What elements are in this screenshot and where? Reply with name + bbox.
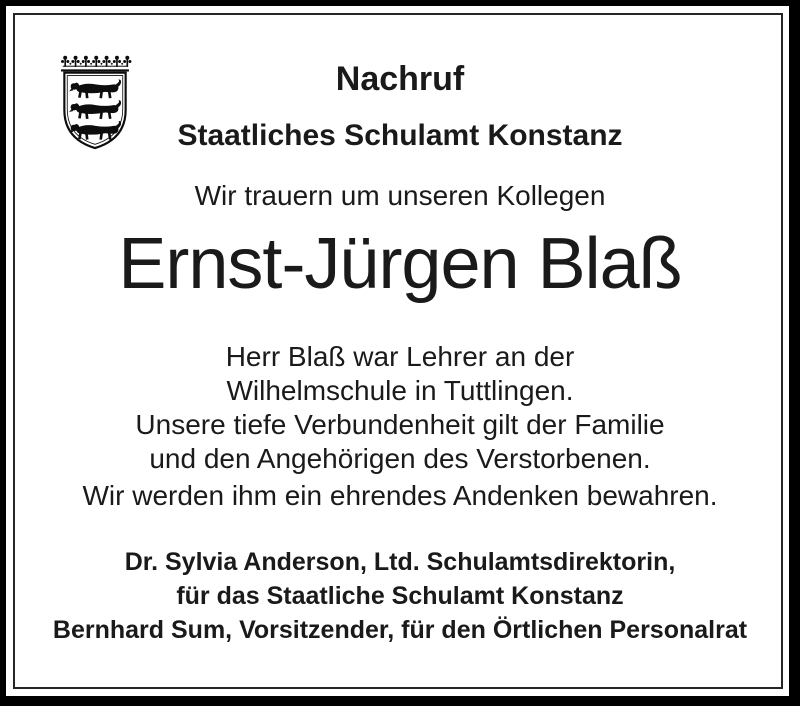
signature-line-1: Dr. Sylvia Anderson, Ltd. Schulamtsdirektorin, (124, 548, 676, 576)
signature-block (0, 545, 800, 647)
intro-line: Wir trauern um unseren Kollegen (194, 180, 606, 211)
notice-type-heading: Nachruf (335, 60, 465, 98)
deceased-name: Ernst-Jürgen Blaß (118, 224, 682, 304)
signature-line-3: Bernhard Sum, Vorsitzender, für den Örtlichen Personalrat (52, 616, 748, 644)
signature-line-2: für das Staatliche Schulamt Konstanz (176, 582, 624, 610)
tribute-line-4: und den Angehörigen des Verstorbenen. (149, 443, 651, 474)
organization-name: Staatliches Schulamt Konstanz (177, 119, 623, 152)
tribute-text (0, 340, 800, 476)
closing-line: Wir werden ihm ein ehrendes Andenken bewahren. (82, 480, 718, 511)
tribute-line-1: Herr Blaß war Lehrer an der (225, 341, 575, 372)
tribute-line-2: Wilhelmschule in Tuttlingen. (226, 375, 574, 406)
tribute-line-3: Unsere tiefe Verbundenheit gilt der Familie (135, 409, 665, 440)
